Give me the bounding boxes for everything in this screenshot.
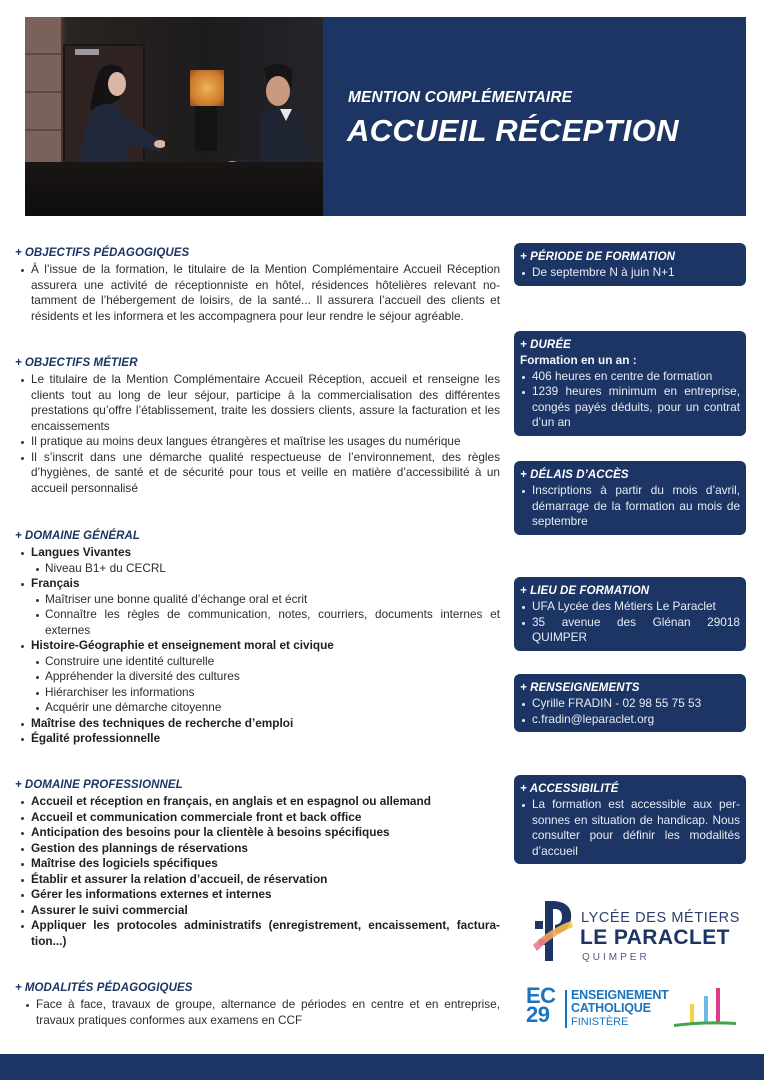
section-heading xyxy=(15,777,500,794)
box-item: 1239 heures minimum en entreprise, congés payés déduits, pour un contrat d’un an xyxy=(520,384,740,431)
list-item: Maîtrise des logiciels spécifiques xyxy=(15,856,500,872)
list-item: Le titulaire de la Mention Complémentaire Accueil Réception, accueil et renseigne les clients tout au long de leur séjour, participe à la commercialisation des différentes prestations qu’offre l’établissement, traite les dossiers clients, assure la facturation et les encaissements xyxy=(15,372,500,434)
list-item: Anticipation des besoins pour la clientèle à besoins spécifiques xyxy=(15,825,500,841)
box-heading-text: DÉLAIS D’ACCÈS xyxy=(530,469,629,481)
sub-list-item: Connaître les règles de communication, notes, courriers, documents internes et externes xyxy=(31,607,500,638)
ec29-mark-bottom: 29 xyxy=(526,1002,550,1027)
list-item: Établir et assurer la relation d’accueil, de réservation xyxy=(15,872,500,888)
box-item: 35 avenue des Glénan 29018 QUIMPER xyxy=(520,615,740,646)
sub-list-item: Appréhender la diversité des cultures xyxy=(31,669,500,685)
ec29-line3: FINISTÈRE xyxy=(571,1016,629,1028)
list-item: Face à face, travaux de groupe, alternance de périodes en centre et en entreprise, travaux pratiques conformes aux examens en CCF xyxy=(20,997,500,1028)
box-list xyxy=(520,369,740,431)
plus-icon: + xyxy=(15,530,22,542)
box-lead: Formation en un an : xyxy=(520,353,637,367)
page-title: ACCUEIL RÉCEPTION xyxy=(347,113,679,148)
paraclet-line1: LYCÉE DES MÉTIERS xyxy=(581,910,740,926)
box-item: La formation est accessible aux per-sonnes en situation de handicap. Nous consulter pour définir les modalités d’accueil xyxy=(520,797,740,859)
header-subtitle: MENTION COMPLÉMENTAIRE xyxy=(348,89,573,106)
plus-icon: + xyxy=(520,251,527,263)
reception-photo xyxy=(25,17,323,216)
ec29-logo xyxy=(526,983,736,1036)
section-heading-text: DOMAINE PROFESSIONNEL xyxy=(24,779,183,791)
box-heading xyxy=(520,680,740,696)
box-list xyxy=(520,483,740,530)
plus-icon: + xyxy=(15,779,22,791)
section-heading-text: DOMAINE GÉNÉRAL xyxy=(24,530,141,542)
contact-phone: Cyrille FRADIN - 02 98 55 75 53 xyxy=(520,696,740,712)
plus-icon: + xyxy=(520,682,527,694)
list-item: Appliquer les protocoles administratifs (enregistrement, encaissement, factura-tion...) xyxy=(15,918,500,949)
info-box-accessibilite xyxy=(514,775,746,864)
bullet-list xyxy=(15,997,500,1028)
lamp-shade xyxy=(190,70,224,106)
ec29-separator xyxy=(565,990,567,1028)
paraclet-logo xyxy=(529,895,739,970)
list-item xyxy=(15,576,500,638)
plus-icon: + xyxy=(520,783,527,795)
box-list xyxy=(520,797,740,859)
paraclet-line3: QUIMPER xyxy=(582,952,650,963)
lamp-base xyxy=(195,106,217,151)
contact-email[interactable]: c.fradin@leparaclet.org xyxy=(520,712,740,728)
plus-icon: + xyxy=(520,585,527,597)
section-heading-text: OBJECTIFS MÉTIER xyxy=(24,357,138,369)
box-heading xyxy=(520,337,740,353)
list-item: Gérer les informations externes et internes xyxy=(15,887,500,903)
list-item: Il pratique au moins deux langues étrangères et maîtrise les usages du numérique xyxy=(15,434,500,450)
section-heading-text: MODALITÉS PÉDAGOGIQUES xyxy=(24,982,193,994)
sub-list xyxy=(31,654,500,716)
section-heading-text: OBJECTIFS PÉDAGOGIQUES xyxy=(24,247,190,259)
box-heading xyxy=(520,781,740,797)
section-heading xyxy=(15,245,500,262)
plus-icon: + xyxy=(520,339,527,351)
list-item: Gestion des plannings de réservations xyxy=(15,841,500,857)
footer-bar xyxy=(0,1054,764,1080)
section-domaine-professionnel xyxy=(15,777,500,949)
sub-list xyxy=(31,592,500,639)
bullet-list xyxy=(15,794,500,949)
sub-list-item: Niveau B1+ du CECRL xyxy=(31,561,500,577)
list-item: Accueil et communication commerciale front et back office xyxy=(15,810,500,826)
ec29-line2: CATHOLIQUE xyxy=(571,1001,651,1015)
sub-list xyxy=(31,561,500,577)
paraclet-line2: LE PARACLET xyxy=(580,926,730,949)
section-heading xyxy=(15,528,500,545)
list-item-label: Français xyxy=(31,576,80,590)
box-item: 406 heures en centre de formation xyxy=(520,369,740,385)
info-box-delais xyxy=(514,461,746,535)
section-objectifs-metier xyxy=(15,355,500,496)
info-box-periode xyxy=(514,243,746,286)
sub-list-item: Acquérir une démarche citoyenne xyxy=(31,700,500,716)
sub-list-item: Construire une identité culturelle xyxy=(31,654,500,670)
ec29-mark-top: EC xyxy=(526,983,556,1008)
section-heading xyxy=(15,980,500,997)
list-item xyxy=(15,638,500,716)
plus-icon: + xyxy=(520,469,527,481)
list-item-label: Égalité professionnelle xyxy=(31,731,161,745)
section-heading xyxy=(15,355,500,372)
box-item: Inscriptions à partir du mois d’avril, démarrage de la formation au mois de septembre xyxy=(520,483,740,530)
plus-icon: + xyxy=(15,247,22,259)
bullet-list xyxy=(15,372,500,496)
ec29-line1: ENSEIGNEMENT xyxy=(571,988,669,1002)
box-heading-text: RENSEIGNEMENTS xyxy=(530,682,640,694)
list-item-label: Langues Vivantes xyxy=(31,545,132,559)
section-domaine-general xyxy=(15,528,500,747)
list-item: Accueil et réception en français, en anglais et en espagnol ou allemand xyxy=(15,794,500,810)
box-heading-text: DURÉE xyxy=(530,339,571,351)
box-item: UFA Lycée des Métiers Le Paraclet xyxy=(520,599,740,615)
sub-list-item: Hiérarchiser les informations xyxy=(31,685,500,701)
box-heading-text: ACCESSIBILITÉ xyxy=(529,783,619,795)
list-item: Assurer le suivi commercial xyxy=(15,903,500,919)
box-list xyxy=(520,265,740,281)
box-item: De septembre N à juin N+1 xyxy=(520,265,740,281)
box-heading xyxy=(520,467,740,483)
info-box-renseignements xyxy=(514,674,746,732)
box-heading xyxy=(520,583,740,599)
bullet-list xyxy=(15,545,500,747)
plus-icon: + xyxy=(15,357,22,369)
list-item: Il s’inscrit dans une démarche qualité respectueuse de l’environnement, des règles d’hygiènes, de santé et de sécurité pour tous et veille en matière d’accessibilité à un accueil personnalisé xyxy=(15,450,500,497)
box-heading-text: PÉRIODE DE FORMATION xyxy=(530,251,676,263)
ec29-steeples-icon xyxy=(674,986,736,1030)
list-item xyxy=(15,716,500,732)
box-heading xyxy=(520,249,740,265)
box-list xyxy=(520,599,740,646)
ec29-mark xyxy=(526,983,556,1027)
reception-counter xyxy=(25,162,323,216)
bullet-list xyxy=(15,262,500,324)
list-item xyxy=(15,545,500,576)
section-modalites-pedagogiques xyxy=(15,980,500,1028)
list-item-label: Histoire-Géographie et enseignement moral et civique xyxy=(31,638,334,652)
door-sign xyxy=(75,49,99,55)
list-item: À l’issue de la formation, le titulaire de la Mention Complémentaire Accueil Réception assurera une activité de réceptionniste en hôtel, résidences hôtelières relevant no-tamment de l’hébergement de loisirs, de la santé... Il assurera l’accueil des clients et résidents et les informera et les accompagnera pour leur rendre le séjour agréable. xyxy=(15,262,500,324)
info-box-duree xyxy=(514,331,746,436)
header-banner xyxy=(25,17,746,216)
section-objectifs-pedagogiques xyxy=(15,245,500,324)
info-box-lieu xyxy=(514,577,746,651)
list-item xyxy=(15,731,500,747)
box-list xyxy=(520,696,740,727)
sub-list-item: Maîtriser une bonne qualité d’échange oral et écrit xyxy=(31,592,500,608)
list-item-label: Maîtrise des techniques de recherche d’emploi xyxy=(31,715,294,730)
plus-icon: + xyxy=(15,982,22,994)
paraclet-emblem-icon xyxy=(529,899,575,963)
box-heading-text: LIEU DE FORMATION xyxy=(530,585,650,597)
